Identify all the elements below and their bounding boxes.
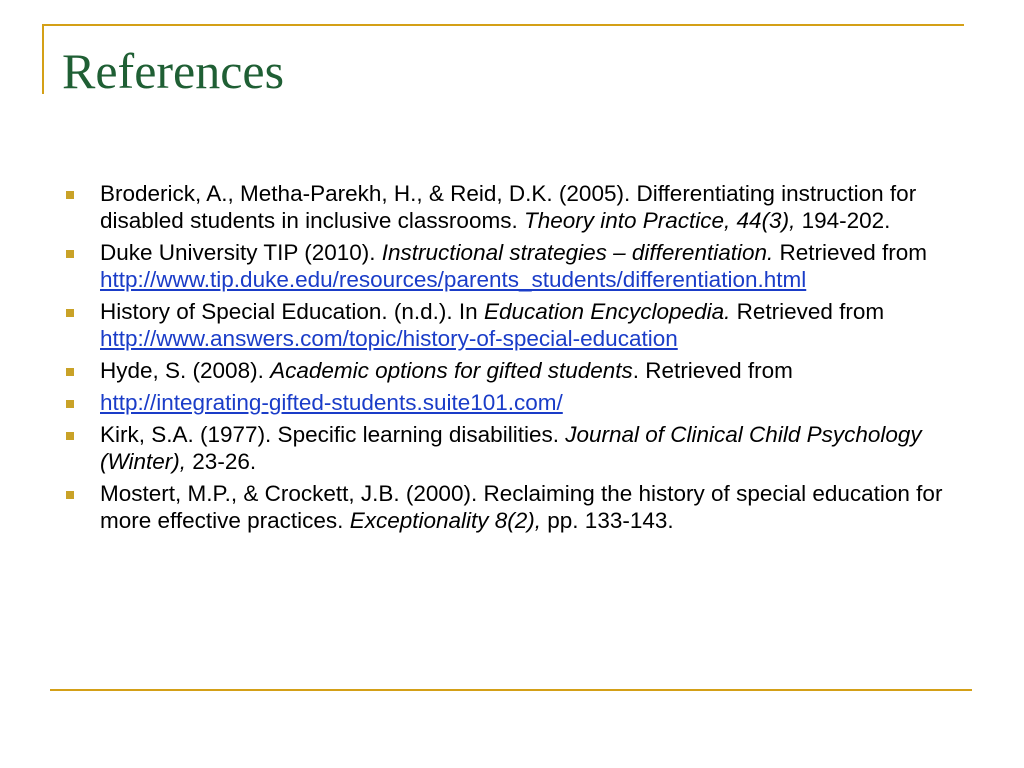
reference-text: Retrieved from [773,240,928,265]
reference-italic: Education Encyclopedia. [483,299,731,324]
reference-italic: Journal of Clinical Child Psychology (Winter), [100,422,922,474]
reference-item-special-education [62,298,972,352]
reference-text: Kirk, S.A. (1977). Specific learning disabilities. [100,422,566,447]
reference-italic: Theory into Practice, 44(3), [523,208,796,233]
reference-text: Retrieved from [730,299,885,324]
reference-item-duke [62,239,972,293]
reference-text: Broderick, A., Metha-Parekh, H., & Reid, D.K. (2005). Differentiating instruction for disabled students in inclusive classrooms. [100,181,917,233]
square-bullet-icon [66,432,74,440]
reference-item-suite101-link [62,389,972,416]
reference-text: Hyde, S. (2008). [100,358,271,383]
reference-link-duke[interactable]: http://www.tip.duke.edu/resources/parents_students/differentiation.html [100,267,807,292]
left-border-line [42,24,44,94]
reference-text: History of Special Education. (n.d.). In [100,299,484,324]
square-bullet-icon [66,191,74,199]
top-border-line [42,24,964,26]
reference-text: Mostert, M.P., & Crockett, J.B. (2000). Reclaiming the history of special education for more effective practices. [100,481,943,533]
reference-text: 23-26. [186,449,257,474]
reference-link-answers[interactable]: http://www.answers.com/topic/history-of-special-education [100,326,678,351]
reference-item-broderick [62,180,972,234]
reference-text: pp. 133-143. [541,508,674,533]
bottom-border-line [50,689,972,691]
reference-item-hyde [62,357,972,384]
square-bullet-icon [66,368,74,376]
slide-title: References [62,43,285,99]
reference-italic: Exceptionality 8(2), [349,508,542,533]
reference-text: . Retrieved from [632,358,793,383]
reference-italic: Academic options for gifted students [270,358,633,383]
square-bullet-icon [66,400,74,408]
reference-item-kirk [62,421,972,475]
square-bullet-icon [66,250,74,258]
square-bullet-icon [66,309,74,317]
reference-text: 194-202. [795,208,891,233]
reference-italic: Instructional strategies – differentiation. [381,240,774,265]
square-bullet-icon [66,491,74,499]
reference-text: Duke University TIP (2010). [100,240,382,265]
reference-list [62,180,972,539]
reference-link-suite101[interactable]: http://integrating-gifted-students.suite101.com/ [100,390,563,415]
reference-item-mostert [62,480,972,534]
